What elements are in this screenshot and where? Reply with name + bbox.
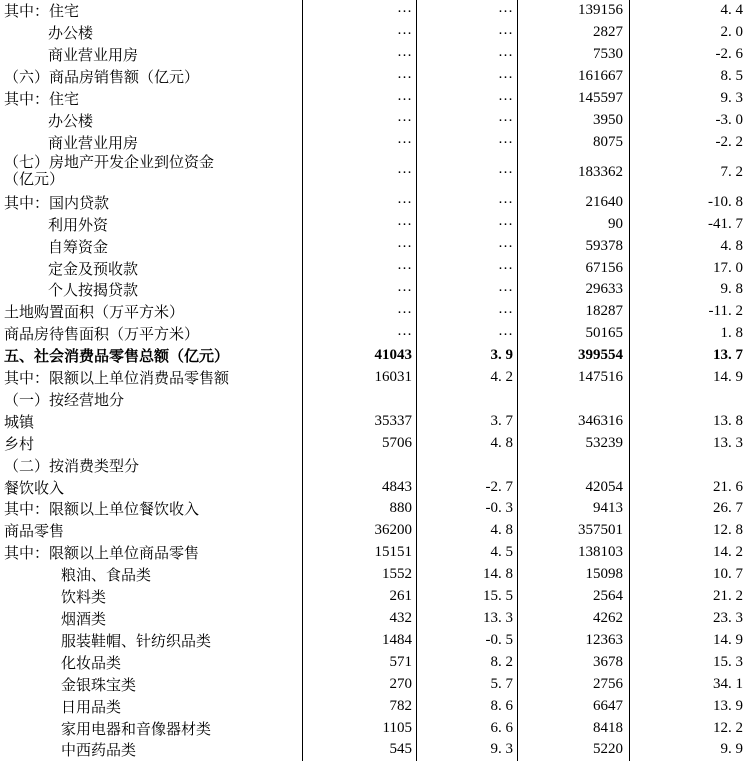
row-label-line1: 中西药品类 [61, 743, 137, 760]
row-label [0, 22, 303, 44]
current-period-value: 15151 [303, 542, 417, 564]
row-label [0, 673, 303, 695]
cumulative-growth: 13. 7 [713, 347, 743, 364]
current-period-growth: 4. 8 [417, 520, 518, 542]
row-label [0, 301, 303, 323]
cumulative-growth: 12. 2 [713, 719, 743, 736]
cumulative-growth: 14. 9 [713, 631, 743, 648]
current-period-value: 880 [303, 498, 417, 520]
current-period-growth: … [417, 110, 518, 132]
table-row [0, 695, 750, 717]
cumulative-growth: 17. 0 [713, 259, 743, 276]
row-label-line1: 其中：限额以上单位餐饮收入 [4, 502, 200, 519]
table-row [0, 673, 750, 695]
current-period-growth: … [417, 22, 518, 44]
cumulative-value: 8075 [518, 131, 630, 153]
current-period-growth: -0. 5 [417, 629, 518, 651]
table-row [0, 629, 750, 651]
table-row [0, 66, 750, 88]
row-label [0, 410, 303, 432]
table-row [0, 389, 750, 411]
row-label [0, 131, 303, 153]
table-row [0, 608, 750, 630]
row-label-line1: 自筹资金 [48, 239, 109, 256]
current-period-growth: 14. 8 [417, 564, 518, 586]
current-period-growth: 8. 6 [417, 695, 518, 717]
cumulative-growth: 1. 8 [720, 325, 743, 342]
cumulative-value: 67156 [518, 257, 630, 279]
row-label-line1: 其中：限额以上单位商品零售 [4, 546, 200, 563]
current-period-growth: 8. 2 [417, 651, 518, 673]
cumulative-value: 161667 [518, 66, 630, 88]
current-period-growth [417, 389, 518, 411]
table-row [0, 454, 750, 476]
row-label [0, 432, 303, 454]
current-period-growth: … [417, 66, 518, 88]
current-period-growth: 4. 2 [417, 367, 518, 389]
cumulative-value: 53239 [518, 432, 630, 454]
row-label-line1: 办公楼 [48, 26, 94, 43]
row-label-line1: 商业营业用房 [48, 48, 139, 65]
cumulative-value: 357501 [518, 520, 630, 542]
row-label-line1: 土地购置面积（万平方米） [4, 305, 185, 322]
current-period-growth: 9. 3 [417, 739, 518, 761]
row-label [0, 0, 303, 22]
row-label-line1: 商业营业用房 [48, 135, 139, 152]
row-label-line1: 服装鞋帽、针纺织品类 [61, 633, 212, 650]
current-period-growth: 13. 3 [417, 608, 518, 630]
row-label-line1: 乡村 [4, 436, 35, 453]
cumulative-growth: 21. 6 [713, 478, 743, 495]
cumulative-value: 5220 [518, 739, 630, 761]
row-label [0, 564, 303, 586]
row-label-line1: 其中：住宅 [4, 4, 80, 21]
current-period-growth: … [417, 131, 518, 153]
cumulative-value: 399554 [518, 345, 630, 367]
current-period-growth: … [417, 88, 518, 110]
table-row [0, 586, 750, 608]
row-label [0, 191, 303, 213]
row-label-line1: 办公楼 [48, 113, 94, 130]
current-period-value: 41043 [303, 345, 417, 367]
row-label [0, 586, 303, 608]
current-period-value: 5706 [303, 432, 417, 454]
row-label [0, 367, 303, 389]
cumulative-value: 21640 [518, 191, 630, 213]
row-label [0, 213, 303, 235]
current-period-growth: 6. 6 [417, 717, 518, 739]
current-period-value: … [303, 257, 417, 279]
row-label-line1: 烟酒类 [61, 612, 107, 629]
row-label-line1: 五、社会消费品零售总额（亿元） [4, 349, 230, 366]
current-period-value: 4843 [303, 476, 417, 498]
current-period-growth: 3. 7 [417, 410, 518, 432]
current-period-value: 16031 [303, 367, 417, 389]
row-label-line1: 日用品类 [61, 699, 122, 716]
cumulative-growth: 10. 7 [713, 566, 743, 583]
table-row [0, 717, 750, 739]
current-period-value: … [303, 301, 417, 323]
current-period-growth: 5. 7 [417, 673, 518, 695]
cumulative-value: 138103 [518, 542, 630, 564]
row-label [0, 454, 303, 476]
table-row [0, 44, 750, 66]
table-row [0, 279, 750, 301]
cumulative-growth: 9. 3 [720, 90, 743, 107]
row-label [0, 44, 303, 66]
current-period-value: 261 [303, 586, 417, 608]
current-period-value: … [303, 323, 417, 345]
table-row [0, 651, 750, 673]
cumulative-value: 29633 [518, 279, 630, 301]
cumulative-growth [630, 454, 750, 476]
table-row [0, 542, 750, 564]
cumulative-growth: 4. 8 [720, 237, 743, 254]
current-period-value: 270 [303, 673, 417, 695]
table-row [0, 410, 750, 432]
cumulative-growth: 12. 8 [713, 522, 743, 539]
cumulative-value: 2756 [518, 673, 630, 695]
row-label [0, 542, 303, 564]
current-period-value: 545 [303, 739, 417, 761]
row-label [0, 345, 303, 367]
row-label-line1: 商品房待售面积（万平方米） [4, 327, 200, 344]
current-period-value: … [303, 213, 417, 235]
cumulative-growth: 8. 5 [720, 68, 743, 85]
cumulative-value: 6647 [518, 695, 630, 717]
cumulative-growth: -11. 2 [708, 303, 743, 320]
table-row [0, 110, 750, 132]
row-label-line1: 其中：国内贷款 [4, 195, 110, 212]
row-label-line1: 饮料类 [61, 590, 107, 607]
cumulative-value: 50165 [518, 323, 630, 345]
current-period-value: 35337 [303, 410, 417, 432]
table-row [0, 432, 750, 454]
table-row [0, 564, 750, 586]
cumulative-growth: 9. 8 [720, 281, 743, 298]
cumulative-growth: 13. 8 [713, 412, 743, 429]
current-period-growth: … [417, 301, 518, 323]
row-label-line1: 利用外资 [48, 217, 109, 234]
row-label [0, 608, 303, 630]
current-period-growth: … [417, 279, 518, 301]
current-period-value: … [303, 110, 417, 132]
cumulative-growth: 15. 3 [713, 653, 743, 670]
row-label-line1: 粮油、食品类 [61, 568, 152, 585]
cumulative-growth: 7. 2 [720, 163, 743, 180]
current-period-value [303, 389, 417, 411]
current-period-value: … [303, 22, 417, 44]
current-period-growth: -2. 7 [417, 476, 518, 498]
row-label [0, 498, 303, 520]
cumulative-growth: 21. 2 [713, 588, 743, 605]
table-row [0, 345, 750, 367]
table-row [0, 498, 750, 520]
current-period-value: … [303, 66, 417, 88]
row-label [0, 257, 303, 279]
current-period-growth [417, 454, 518, 476]
current-period-growth: … [417, 153, 518, 191]
current-period-value: … [303, 191, 417, 213]
cumulative-value: 90 [518, 213, 630, 235]
current-period-growth: 15. 5 [417, 586, 518, 608]
current-period-value: 36200 [303, 520, 417, 542]
cumulative-value: 3950 [518, 110, 630, 132]
current-period-value: 1105 [303, 717, 417, 739]
row-label [0, 279, 303, 301]
cumulative-value: 147516 [518, 367, 630, 389]
cumulative-value: 2564 [518, 586, 630, 608]
table-row [0, 257, 750, 279]
current-period-growth: … [417, 323, 518, 345]
cumulative-growth: -2. 6 [715, 46, 743, 63]
row-label-line1: 化妆品类 [61, 655, 122, 672]
table-row [0, 301, 750, 323]
cumulative-growth: 14. 9 [713, 369, 743, 386]
current-period-value: 432 [303, 608, 417, 630]
row-label [0, 695, 303, 717]
current-period-growth: 3. 9 [417, 345, 518, 367]
row-label-line1: 其中：限额以上单位消费品零售额 [4, 371, 230, 388]
cumulative-growth: 13. 9 [713, 697, 743, 714]
row-label [0, 153, 303, 191]
table-row [0, 191, 750, 213]
row-label-line1: （一）按经营地分 [4, 392, 125, 409]
cumulative-growth: 26. 7 [713, 500, 743, 517]
current-period-growth: … [417, 257, 518, 279]
row-label [0, 88, 303, 110]
current-period-value: 571 [303, 651, 417, 673]
table-row [0, 0, 750, 22]
current-period-value [303, 454, 417, 476]
table-row [0, 476, 750, 498]
cumulative-value: 8418 [518, 717, 630, 739]
row-label [0, 66, 303, 88]
cumulative-value [518, 454, 630, 476]
cumulative-value: 15098 [518, 564, 630, 586]
row-label [0, 110, 303, 132]
row-label-line2: （亿元） [4, 172, 65, 189]
current-period-growth: … [417, 213, 518, 235]
cumulative-growth: -41. 7 [708, 215, 743, 232]
cumulative-value: 9413 [518, 498, 630, 520]
cumulative-value: 145597 [518, 88, 630, 110]
current-period-growth: -0. 3 [417, 498, 518, 520]
cumulative-value: 139156 [518, 0, 630, 22]
cumulative-value: 4262 [518, 608, 630, 630]
current-period-growth: … [417, 0, 518, 22]
row-label [0, 323, 303, 345]
cumulative-growth: 13. 3 [713, 434, 743, 451]
cumulative-growth: 34. 1 [713, 675, 743, 692]
cumulative-value: 18287 [518, 301, 630, 323]
table-row [0, 520, 750, 542]
row-label [0, 651, 303, 673]
row-label-line1: 城镇 [4, 414, 35, 431]
cumulative-value: 3678 [518, 651, 630, 673]
cumulative-growth: 9. 9 [720, 741, 743, 758]
cumulative-growth [630, 389, 750, 411]
current-period-growth: … [417, 44, 518, 66]
cumulative-value: 346316 [518, 410, 630, 432]
row-label-line1: 金银珠宝类 [61, 677, 137, 694]
row-label-line1: 其中：住宅 [4, 92, 80, 109]
table-row [0, 88, 750, 110]
current-period-value: … [303, 131, 417, 153]
cumulative-growth: 23. 3 [713, 610, 743, 627]
table-row [0, 323, 750, 345]
cumulative-value [518, 389, 630, 411]
current-period-value: … [303, 44, 417, 66]
current-period-growth: 4. 5 [417, 542, 518, 564]
current-period-growth: … [417, 191, 518, 213]
cumulative-value: 59378 [518, 235, 630, 257]
cumulative-growth: -10. 8 [708, 193, 743, 210]
row-label [0, 235, 303, 257]
current-period-value: … [303, 279, 417, 301]
table-row [0, 153, 750, 191]
cumulative-growth: 4. 4 [720, 2, 743, 19]
row-label [0, 389, 303, 411]
table-row [0, 22, 750, 44]
row-label [0, 717, 303, 739]
row-label-line1: 商品零售 [4, 524, 65, 541]
row-label-line1: （七）房地产开发企业到位资金 [4, 155, 215, 172]
current-period-value: 782 [303, 695, 417, 717]
table-row [0, 235, 750, 257]
row-label-line1: （二）按消费类型分 [4, 458, 140, 475]
table-row [0, 213, 750, 235]
table-row [0, 739, 750, 761]
row-label-line1: 家用电器和音像器材类 [61, 721, 212, 738]
row-label [0, 520, 303, 542]
cumulative-growth: -2. 2 [715, 133, 743, 150]
cumulative-value: 7530 [518, 44, 630, 66]
current-period-value: 1552 [303, 564, 417, 586]
current-period-value: … [303, 153, 417, 191]
row-label-line1: 餐饮收入 [4, 480, 65, 497]
row-label [0, 629, 303, 651]
current-period-value: … [303, 235, 417, 257]
cumulative-value: 2827 [518, 22, 630, 44]
row-label-line1: （六）商品房销售额（亿元） [4, 70, 200, 87]
row-label [0, 739, 303, 761]
current-period-growth: 4. 8 [417, 432, 518, 454]
table-row [0, 131, 750, 153]
current-period-value: … [303, 0, 417, 22]
table-row [0, 367, 750, 389]
cumulative-growth: 14. 2 [713, 544, 743, 561]
current-period-growth: … [417, 235, 518, 257]
row-label [0, 476, 303, 498]
row-label-line1: 个人按揭贷款 [48, 283, 139, 300]
current-period-value: … [303, 88, 417, 110]
row-label-line1: 定金及预收款 [48, 261, 139, 278]
cumulative-value: 12363 [518, 629, 630, 651]
cumulative-growth: 2. 0 [720, 24, 743, 41]
current-period-value: 1484 [303, 629, 417, 651]
cumulative-value: 183362 [518, 153, 630, 191]
cumulative-growth: -3. 0 [715, 111, 743, 128]
cumulative-value: 42054 [518, 476, 630, 498]
